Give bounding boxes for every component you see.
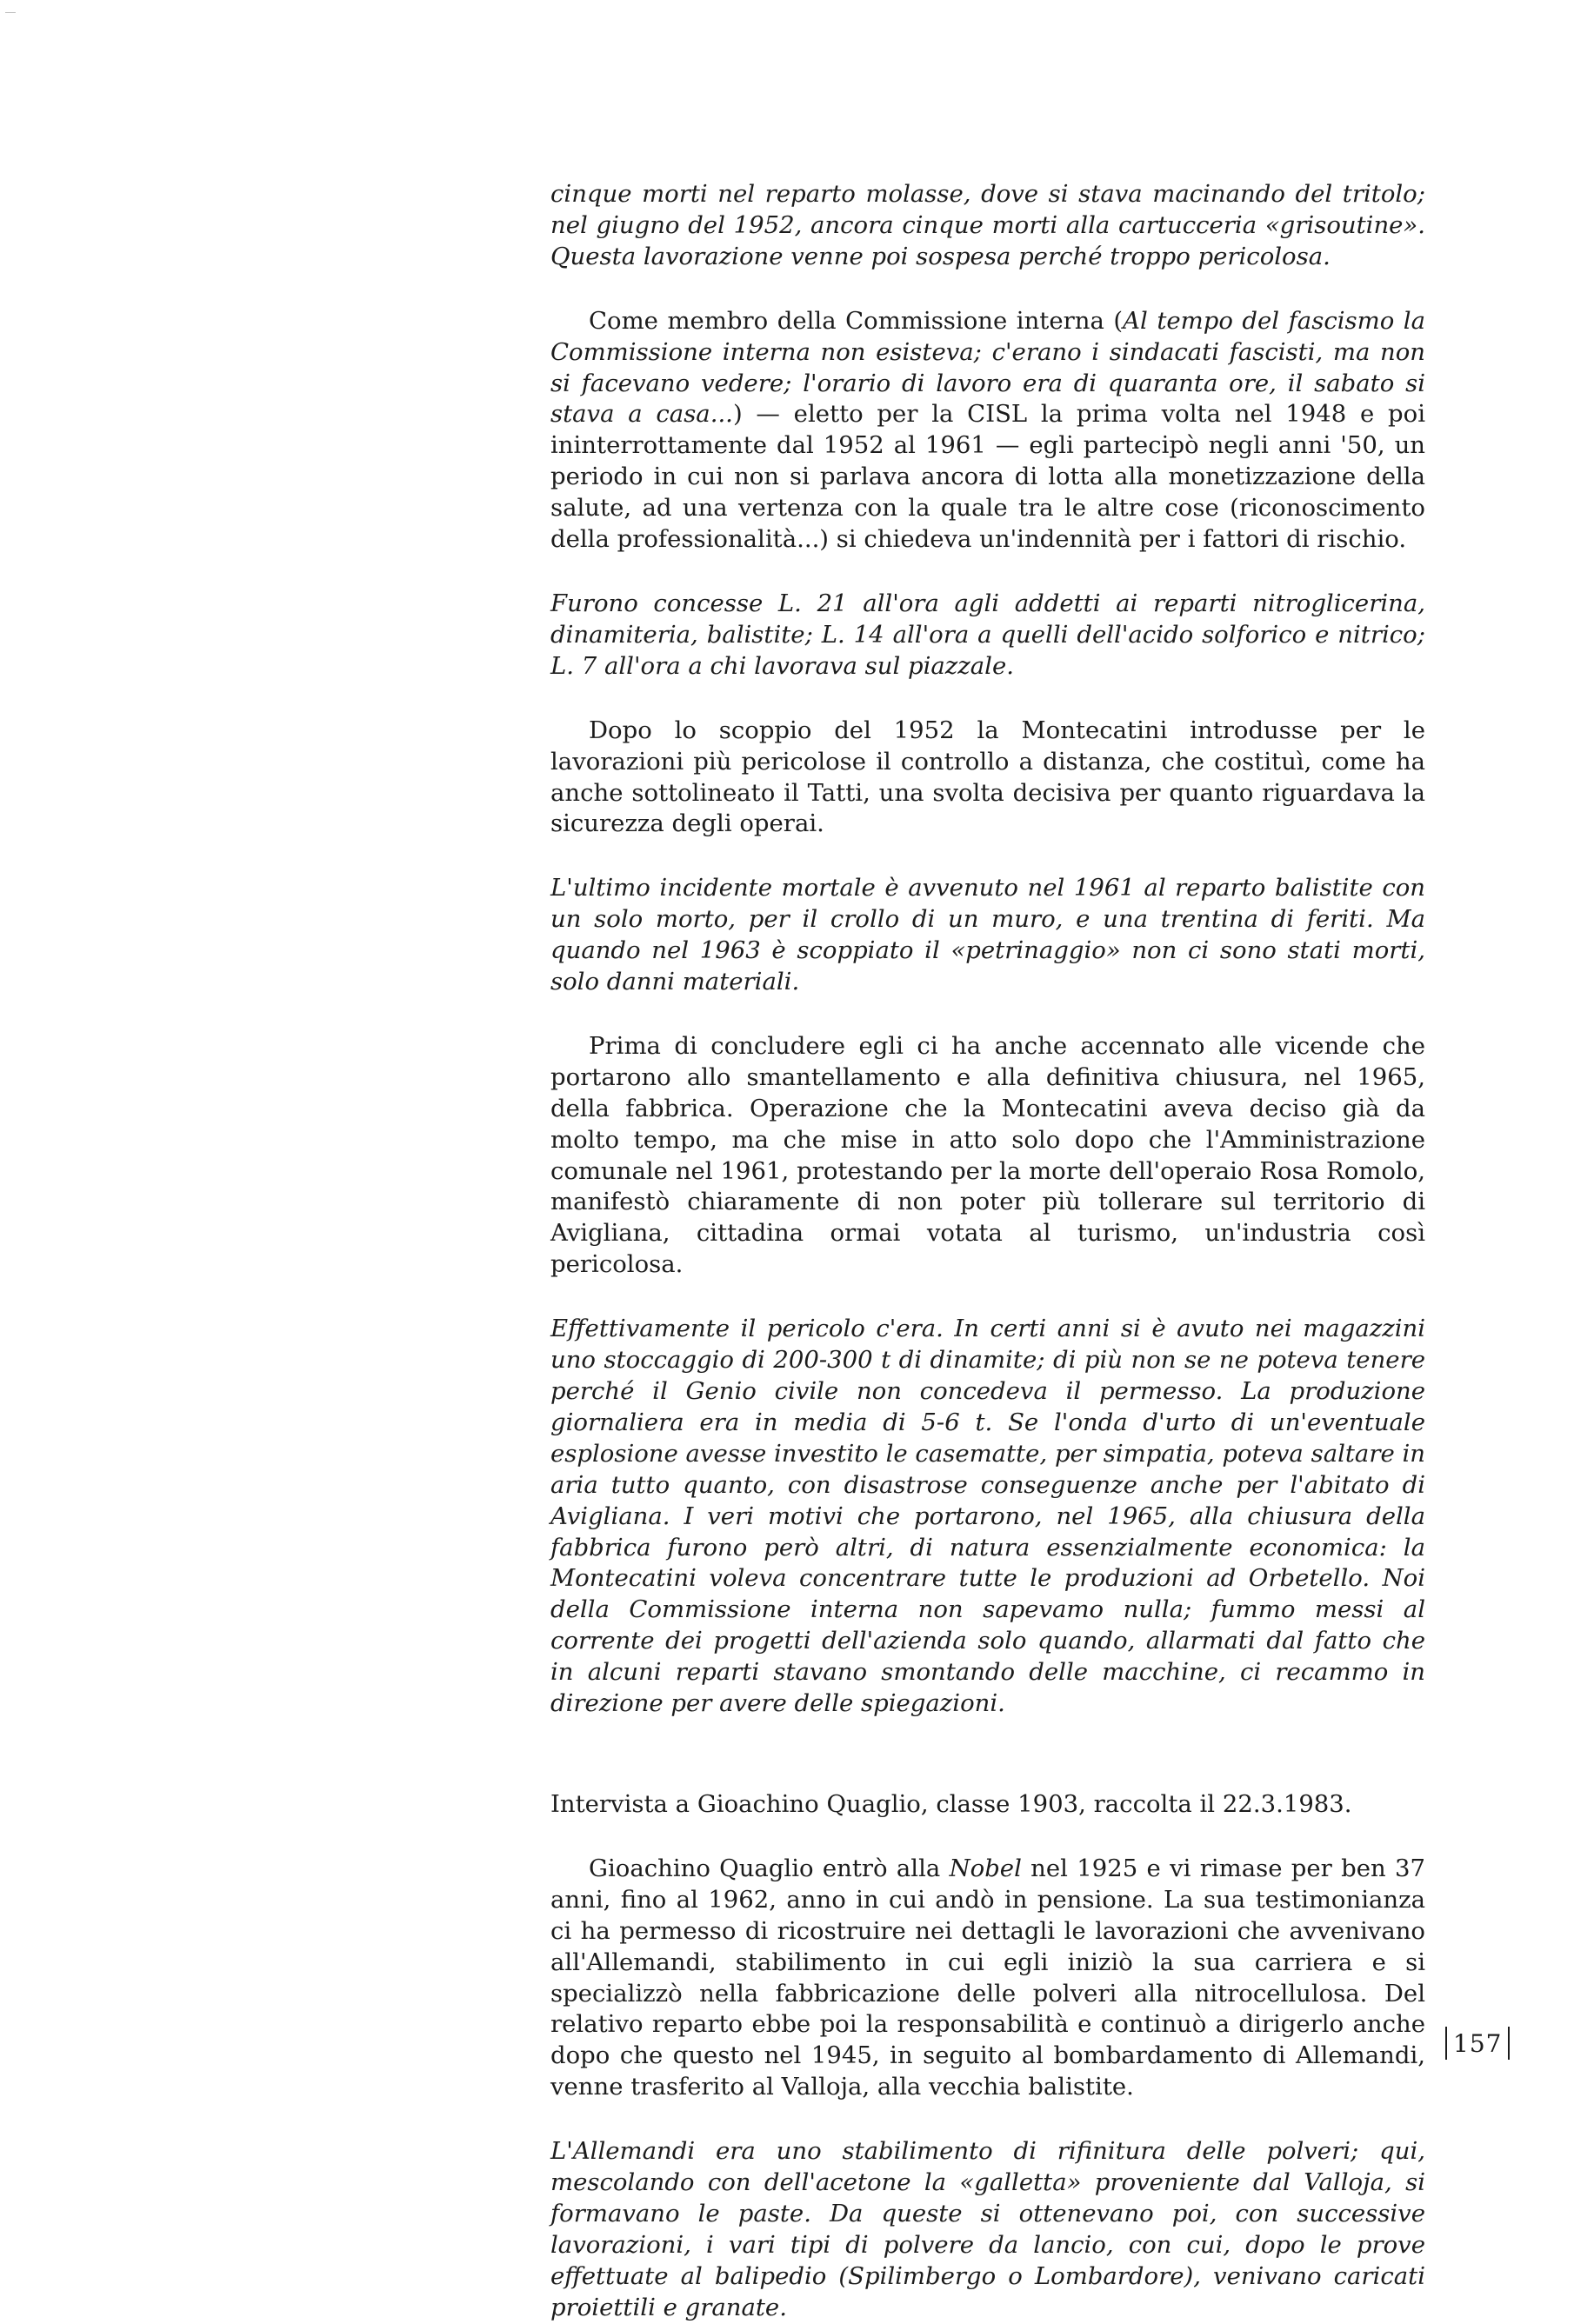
paragraph-ultimo-incidente: L'ultimo incidente mortale è avvenuto nel 1961 al reparto balistite con un solo morto, per il crollo di un muro, e una trentina di feriti. Ma quando nel 1963 è scoppiato il «petrinaggio» non ci sono stati morti, solo danni materiali. <box>550 874 1425 996</box>
company-name-nobel: Nobel <box>949 1854 1022 1882</box>
paragraph-commissione-interna <box>550 306 1425 556</box>
paragraph-commissione-interna-rest: ) — eletto per la CISL la prima volta nel 1948 e poi ininterrottamente dal 1952 al 1961 — egli partecipò negli anni '50, un periodo in cui non si parlava ancora di lotta alla monetizzazione della salute, ad una vertenza con la quale tra le altre cose (riconoscimento della professionalità...) si chiedeva un'indennità per i fattori di rischio. <box>550 400 1425 554</box>
quote-fascist-era: Al tempo del fascismo la Commissione interna non esisteva; c'erano i sindacati fascisti, ma non si facevano vedere; l'orario di lavoro era di quaranta ore, il sabato si stava a casa... <box>550 306 1425 429</box>
page-number <box>1445 2024 1510 2062</box>
paragraph-indennita: Furono concesse L. 21 all'ora agli addetti ai reparti nitroglicerina, dinamiteria, balistite; L. 14 all'ora a quelli dell'acido solforico e nitrico; L. 7 all'ora a chi lavorava sul piazzale. <box>550 589 1425 680</box>
text-column <box>550 179 1425 2324</box>
paragraph-allemandi: L'Allemandi era uno stabilimento di rifinitura delle polveri; qui, mescolando con dell'acetone la «galletta» proveniente dal Valloja, si formavano le paste. Da queste si ottenevano poi, con successive lavorazioni, i vari tipi di polvere da lancio, con cui, dopo le prove effettuate al balipedio (Spilimbergo o Lombardore), venivano caricati proiettili e granate. <box>550 2137 1425 2321</box>
paragraph-commissione-interna-lead: Come membro della Commissione interna ( <box>589 306 1124 335</box>
interview-heading: Intervista a Gioachino Quaglio, classe 1903, raccolta il 22.3.1983. <box>550 1789 1352 1818</box>
paragraph-pericolo: Effettivamente il pericolo c'era. In certi anni si è avuto nei magazzini uno stoccaggio di 200-300 t di dinamite; di più non se ne poteva tenere perché il Genio civile non concedeva il permesso. La produzione giornaliera era in media di 5-6 t. Se l'onda d'urto di un'eventuale esplosione avesse investito le casematte, per simpatia, poteva saltare in aria tutto quanto, con disastrose conseguenze anche per l'abitato di Avigliana. I veri motivi che portarono, nel 1965, alla chiusura della fabbrica furono però altri, di natura essenzialmente economica: la Montecatini voleva concentrare tutte le produzioni ad Orbetello. Noi della Commissione interna non sapevamo nulla; fummo messi al corrente dei progetti dell'azienda solo quando, allarmati dal fatto che in alcuni reparti stavano smontando delle macchine, ci recammo in direzione per avere delle spiegazioni. <box>550 1315 1425 1718</box>
paragraph-quaglio-bio-rest: nel 1925 e vi rimase per ben 37 anni, fino al 1962, anno in cui andò in pensione. La sua testimonianza ci ha permesso di ricostruire nei dettagli le lavorazioni che avvenivano all'Allemandi, stabilimento in cui egli iniziò la sua carriera e si specializzò nella fabbricazione delle polveri alla nitrocellulosa. Del relativo reparto ebbe poi la responsabilità e continuò a dirigerlo anche dopo che questo nel 1945, in seguito al bombardamento di Allemandi, venne trasferito al Valloja, alla vecchia balistite. <box>550 1854 1425 2101</box>
paragraph-quaglio-bio-lead: Gioachino Quaglio entrò alla <box>589 1854 950 1882</box>
page-number-value: 157 <box>1453 2028 1503 2058</box>
paragraph-controllo-distanza: Dopo lo scoppio del 1952 la Montecatini introdusse per le lavorazioni più pericolose il controllo a distanza, che costituì, come ha anche sottolineato il Tatti, una svolta decisiva per quanto riguardava la sicurezza degli operai. <box>550 716 1425 838</box>
paragraph-chiusura-fabbrica: Prima di concludere egli ci ha anche accennato alle vicende che portarono allo smantellamento e alla definitiva chiusura, nel 1965, della fabbrica. Operazione che la Montecatini aveva deciso già da molto tempo, ma che mise in atto solo dopo che l'Amministrazione comunale nel 1961, protestando per la morte dell'operaio Rosa Romolo, manifestò chiaramente di non poter più tollerare sul territorio di Avigliana, cittadina ormai votata al turismo, un'industria così pericolosa. <box>550 1031 1425 1279</box>
paragraph-quaglio-bio <box>550 1854 1425 2103</box>
paragraph-explosions-1952: cinque morti nel reparto molasse, dove si stava macinando del tritolo; nel giugno del 1952, ancora cinque morti alla cartucceria «grisoutine». Questa lavorazione venne poi sospesa perché troppo pericolosa. <box>550 180 1425 270</box>
scan-edge-mark <box>5 12 16 13</box>
page-number-right-rule <box>1508 2027 1510 2060</box>
